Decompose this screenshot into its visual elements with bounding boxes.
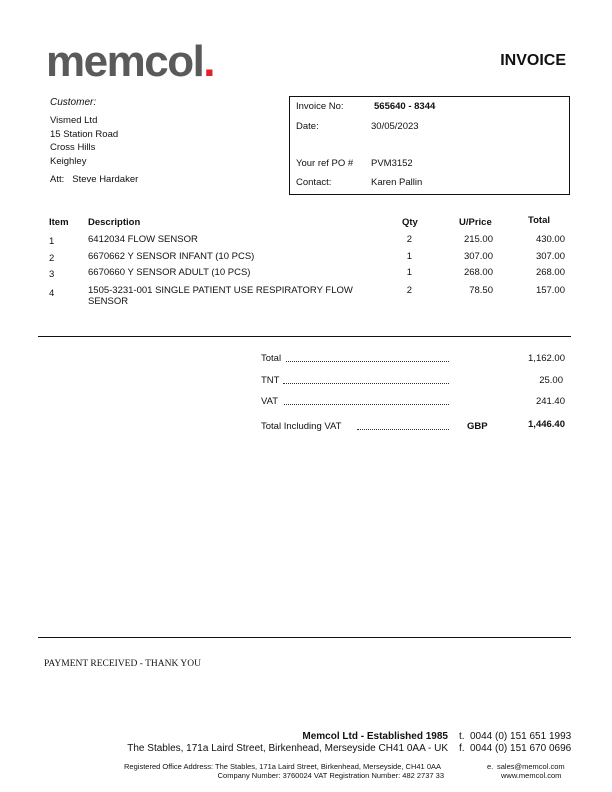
footer-email[interactable]: sales@memcol.com [497, 762, 565, 771]
row-item: 3 [49, 269, 55, 280]
contact-label: Contact: [296, 177, 332, 188]
table-bottom-rule [38, 336, 571, 337]
tnt-leader [283, 383, 449, 384]
logo-text: memcol [46, 37, 204, 86]
footer-phone: 0044 (0) 151 651 1993 [470, 731, 572, 742]
row-description: 6670662 Y SENSOR INFANT (10 PCS) [88, 251, 255, 262]
tnt-value: 25.00 [539, 375, 563, 386]
footer-phone-label: t. [459, 731, 465, 742]
footer-email-label: e. [487, 762, 494, 771]
address-line: Cross Hills [50, 142, 96, 153]
vat-leader [284, 404, 449, 405]
invoice-no-label: Invoice No: [296, 101, 344, 112]
customer-label: Customer: [50, 97, 97, 108]
invoice-no-value: 565640 - 8344 [374, 101, 436, 112]
row-total: 268.00 [535, 267, 565, 278]
ref-value: PVM3152 [371, 158, 413, 169]
footer-address: The Stables, 171a Laird Street, Birkenhead, Merseyside CH41 0AA - UK [127, 743, 448, 754]
attn-label: Att: [50, 174, 65, 185]
attention-line [50, 174, 146, 185]
row-description: 6670660 Y SENSOR ADULT (10 PCS) [88, 267, 251, 278]
currency-code: GBP [467, 421, 488, 432]
footer-registered-office: Registered Office Address: The Stables, 171a Laird Street, Birkenhead, Merseyside, CH41 0AA [124, 762, 441, 771]
row-total: 430.00 [535, 234, 565, 245]
footer-fax: 0044 (0) 151 670 0696 [470, 743, 572, 754]
total-incl-vat-label: Total Including VAT [261, 421, 342, 432]
payment-note: PAYMENT RECEIVED - THANK YOU [44, 659, 201, 669]
row-unit-price: 215.00 [463, 234, 493, 245]
customer-address [50, 114, 118, 168]
total-leader [286, 361, 449, 362]
row-item: 1 [49, 236, 55, 247]
row-qty: 2 [406, 285, 412, 296]
date-label: Date: [296, 121, 319, 132]
footer-company-number: Company Number: 3760024 VAT Registration Number: 482 2737 33 [217, 771, 444, 780]
row-description: 1505-3231-001 SINGLE PATIENT USE RESPIRATORY FLOW SENSOR [88, 285, 353, 307]
total-label: Total [261, 353, 282, 364]
total-value: 1,162.00 [528, 353, 565, 364]
footer-company: Memcol Ltd - Established 1985 [302, 731, 448, 742]
vat-value: 241.40 [535, 396, 565, 407]
col-header-qty: Qty [402, 217, 418, 228]
vat-label: VAT [261, 396, 279, 407]
address-line: Keighley [50, 155, 87, 167]
ref-label: Your ref PO # [296, 158, 354, 169]
row-total: 157.00 [535, 285, 565, 296]
footer-top-rule [38, 637, 571, 638]
row-unit-price: 307.00 [463, 251, 493, 262]
attn-name: Steve Hardaker [72, 174, 139, 185]
col-header-item: Item [49, 217, 69, 228]
row-unit-price: 268.00 [463, 267, 493, 278]
col-header-description: Description [88, 217, 141, 228]
row-qty: 1 [406, 267, 412, 278]
address-line: Vismed Ltd [50, 115, 98, 126]
tnt-label: TNT [261, 375, 280, 386]
footer-fax-label: f. [459, 743, 465, 754]
company-logo [46, 37, 215, 86]
row-item: 2 [49, 253, 55, 264]
address-line: 15 Station Road [50, 128, 119, 140]
date-value: 30/05/2023 [371, 121, 419, 132]
total-incl-vat-value: 1,446.40 [528, 419, 565, 430]
footer-website[interactable]: www.memcol.com [501, 771, 562, 780]
total-incl-vat-leader [357, 429, 449, 430]
row-total: 307.00 [535, 251, 565, 262]
row-qty: 1 [406, 251, 412, 262]
contact-value: Karen Pallin [371, 177, 423, 188]
row-qty: 2 [406, 234, 412, 245]
col-header-unit-price: U/Price [459, 217, 492, 228]
row-description: 6412034 FLOW SENSOR [88, 234, 198, 245]
col-header-total: Total [528, 215, 550, 226]
document-title: INVOICE [500, 52, 566, 69]
row-unit-price: 78.50 [469, 285, 493, 296]
row-item: 4 [49, 288, 55, 299]
logo-dot: . [203, 37, 215, 86]
